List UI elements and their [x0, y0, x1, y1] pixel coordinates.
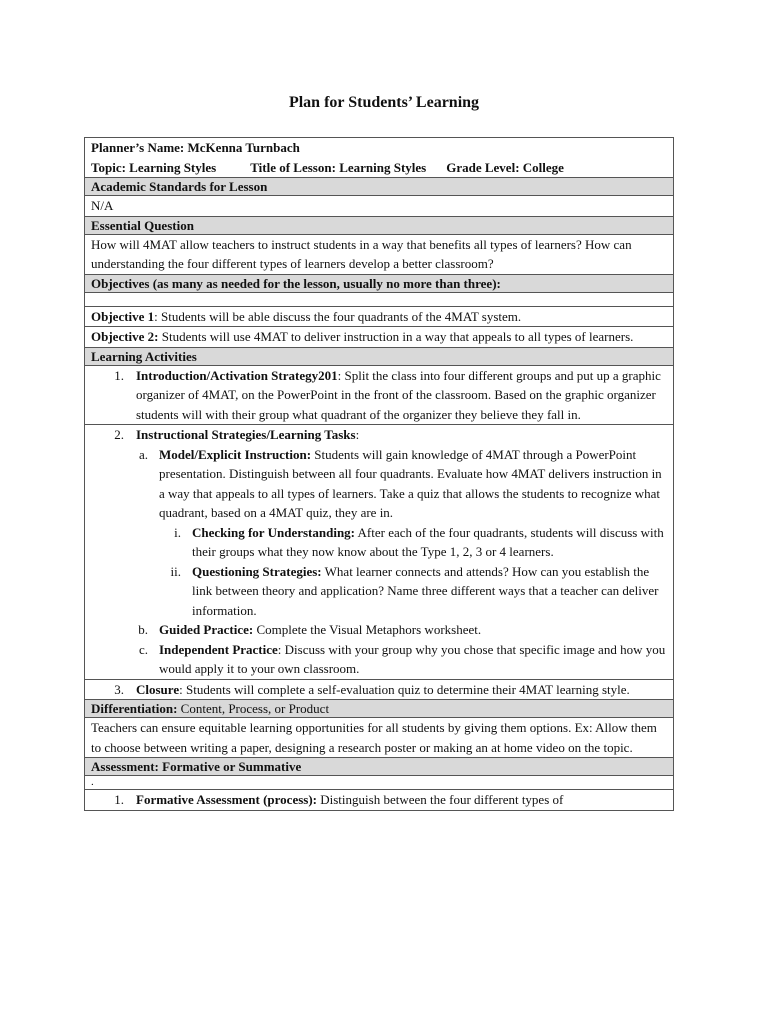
questioning-strategies-label: Questioning Strategies:: [192, 563, 322, 579]
objective-2-text: Students will use 4MAT to deliver instruction in a way that appeals to all types of learners.: [158, 329, 634, 344]
differentiation-label: Differentiation:: [91, 701, 178, 716]
planner-line: [91, 138, 667, 158]
activity-2-label: Instructional Strategies/Learning Tasks: [136, 427, 356, 442]
assessment-heading: Assessment: Formative or Summative: [85, 758, 673, 776]
activity-1: [85, 366, 673, 426]
list-item: [91, 790, 667, 810]
document-title: Plan for Students’ Learning: [288, 94, 480, 111]
differentiation-heading: [85, 700, 673, 718]
planner-value: McKenna Turnbach: [187, 140, 300, 155]
essential-question-text: How will 4MAT allow teachers to instruct students in a way that benefits all types of learners? How can understanding the four different types of learners develop a better classroom?: [85, 235, 673, 275]
list-item: [91, 445, 667, 523]
list-item: [91, 640, 667, 679]
learning-activities-heading: Learning Activities: [85, 348, 673, 366]
grade-level-value: College: [522, 159, 564, 175]
closure-text: : Students will complete a self-evaluation quiz to determine their 4MAT learning style.: [179, 681, 630, 697]
standards-value: N/A: [85, 196, 673, 217]
activity-1-label: Introduction/Activation Strategy201: [136, 367, 338, 383]
objective-1: [85, 307, 673, 328]
activity-2: [85, 425, 673, 680]
topic-line: [91, 158, 667, 178]
assessment-blank-row: .: [85, 776, 673, 790]
topic-label: Topic:: [91, 159, 126, 175]
list-item: [91, 620, 667, 640]
list-item: [91, 523, 667, 562]
grade-level-label: Grade Level:: [446, 159, 520, 175]
objective-1-label: Objective 1: [91, 308, 155, 324]
blank-row: [85, 293, 673, 307]
list-item: [91, 366, 667, 425]
list-roman: ii.: [170, 563, 181, 579]
formative-assessment-text: Distinguish between the four different types of: [317, 792, 564, 807]
objectives-heading: Objectives (as many as needed for the lesson, usually no more than three):: [85, 275, 673, 293]
header-row: [85, 138, 673, 178]
activity-3: [85, 680, 673, 701]
activity-1-text: : Split the class into four different groups and put up a graphic organizer of 4MAT, on the PowerPoint in the front of the classroom. Based on the graphic organizer students will with their group what quadrant of the organizer they believe they fall in.: [136, 367, 661, 422]
list-number: 3.: [114, 681, 124, 697]
list-number: 2.: [114, 427, 124, 442]
differentiation-text: Teachers can ensure equitable learning opportunities for all students by giving them options. Ex: Allow them to choose between writing a paper, designing a research poster or making an at home video on the topic.: [85, 718, 673, 758]
checking-understanding-text: After each of the four quadrants, students will discuss with their groups what they now know about the Type 1, 2, 3 or 4 learners.: [192, 524, 664, 559]
objective-2-label: Objective 2:: [91, 329, 159, 344]
independent-practice-label: Independent Practice: [159, 641, 278, 657]
questioning-strategies-text: What learner connects and attends? How can you establish the link between theory and application? Name three different ways that a teacher can deliver information.: [192, 563, 659, 618]
lesson-plan-table: [84, 137, 674, 811]
assessment-1: [85, 790, 673, 810]
topic-value: Learning Styles: [129, 159, 217, 175]
model-instruction-text: Students will gain knowledge of 4MAT through a PowerPoint presentation. Distinguish between all four quadrants. Evaluate how 4MAT delivers instruction in a way that appeals to all types of learners. Take a quiz that allows the students to recognize what quadrant, based on a 4MAT quiz, they are in.: [159, 446, 662, 520]
activity-2-text: :: [355, 427, 360, 442]
closure-label: Closure: [136, 681, 180, 697]
independent-practice-text: : Discuss with your group why you chose that specific image and how you would apply it to your own classroom.: [159, 641, 666, 676]
list-letter: a.: [138, 446, 148, 462]
essential-question-heading: Essential Question: [85, 217, 673, 235]
formative-assessment-label: Formative Assessment (process):: [136, 792, 317, 807]
model-instruction-label: Model/Explicit Instruction:: [159, 446, 312, 462]
list-roman: i.: [174, 524, 181, 540]
planner-label: Planner’s Name:: [91, 140, 185, 155]
list-item: [91, 425, 667, 445]
objective-2: [85, 327, 673, 348]
list-letter: c.: [138, 641, 148, 657]
lesson-title-value: Learning Styles: [339, 159, 427, 175]
list-item: [91, 562, 667, 621]
differentiation-options: Content, Process, or Product: [177, 701, 330, 716]
lesson-title-label: Title of Lesson:: [250, 159, 336, 175]
list-number: 1.: [114, 792, 124, 807]
guided-practice-label: Guided Practice:: [159, 622, 254, 637]
list-letter: b.: [138, 622, 148, 637]
checking-understanding-label: Checking for Understanding:: [192, 524, 356, 540]
guided-practice-text: Complete the Visual Metaphors worksheet.: [253, 622, 482, 637]
standards-heading: Academic Standards for Lesson: [85, 178, 673, 196]
list-number: 1.: [114, 367, 124, 383]
list-item: [91, 680, 667, 700]
objective-1-text: : Students will be able discuss the four quadrants of the 4MAT system.: [154, 308, 522, 324]
